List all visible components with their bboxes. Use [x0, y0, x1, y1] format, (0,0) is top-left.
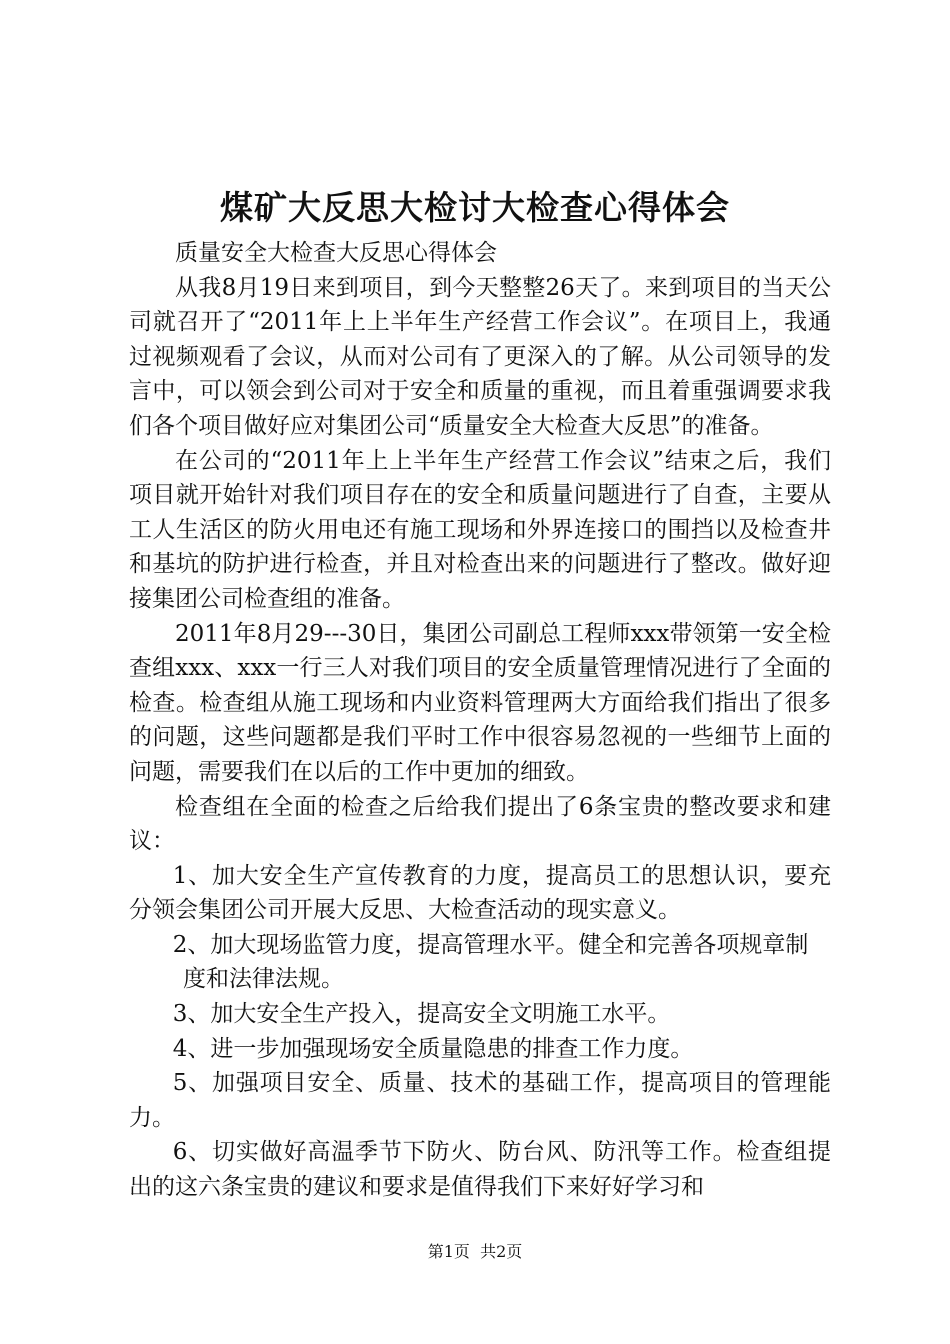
paragraph: 检查组在全面的检查之后给我们提出了6条宝贵的整改要求和建议：: [129, 793, 831, 855]
page-footer: [0, 1240, 950, 1264]
list-item: 6、切实做好高温季节下防火、防台风、防汛等工作。检查组提出的这六条宝贵的建议和要求是值得我们下来好好学习和: [129, 1139, 831, 1201]
document-title: 煤矿大反思大检讨大检查心得体会: [220, 188, 730, 227]
paragraph-subtitle: 质量安全大检查大反思心得体会: [175, 240, 497, 266]
list-item-continuation: 度和法律法规。: [183, 966, 345, 993]
paragraph: 2011年8月29---30日，集团公司副总工程师xxx带领第一安全检查组xxx、xxx一行三人对我们项目的安全质量管理情况进行了全面的检查。检查组从施工现场和内业资料管理两大方面给我们指出了很多的问题，这些问题都是我们平时工作中很容易忽视的一些细节上面的问题，需要我们在以后的工作中更加的细致。: [129, 620, 831, 785]
list-item: 1、加大安全生产宣传教育的力度，提高员工的思想认识，要充分领会集团公司开展大反思、大检查活动的现实意义。: [129, 862, 831, 924]
list-item: 2、加大现场监管力度，提高管理水平。健全和完善各项规章制: [172, 931, 809, 958]
document-body: [129, 236, 831, 1205]
list-item: 3、加大安全生产投入，提高安全文明施工水平。: [172, 1001, 671, 1028]
list-item: 5、加强项目安全、质量、技术的基础工作，提高项目的管理能力。: [129, 1070, 831, 1131]
list-item: 4、进一步加强现场安全质量隐患的排查工作力度。: [172, 1035, 694, 1062]
page-number: 第1页 共2页: [427, 1242, 523, 1261]
paragraph: 从我8月19日来到项目，到今天整整26天了。来到项目的当天公司就召开了“2011年上上半年生产经营工作会议”。在项目上，我通过视频观看了会议，从而对公司有了更深入的了解。从公司领导的发言中，可以领会到公司对于安全和质量的重视，而且着重强调要求我们各个项目做好应对集团公司“质量安全大检查大反思”的准备。: [129, 274, 831, 439]
paragraph: 在公司的“2011年上上半年生产经营工作会议”结束之后，我们项目就开始针对我们项目存在的安全和质量问题进行了自查，主要从工人生活区的防火用电还有施工现场和外界连接口的围挡以及检查井和基坑的防护进行检查，并且对检查出来的问题进行了整改。做好迎接集团公司检查组的准备。: [129, 447, 831, 612]
